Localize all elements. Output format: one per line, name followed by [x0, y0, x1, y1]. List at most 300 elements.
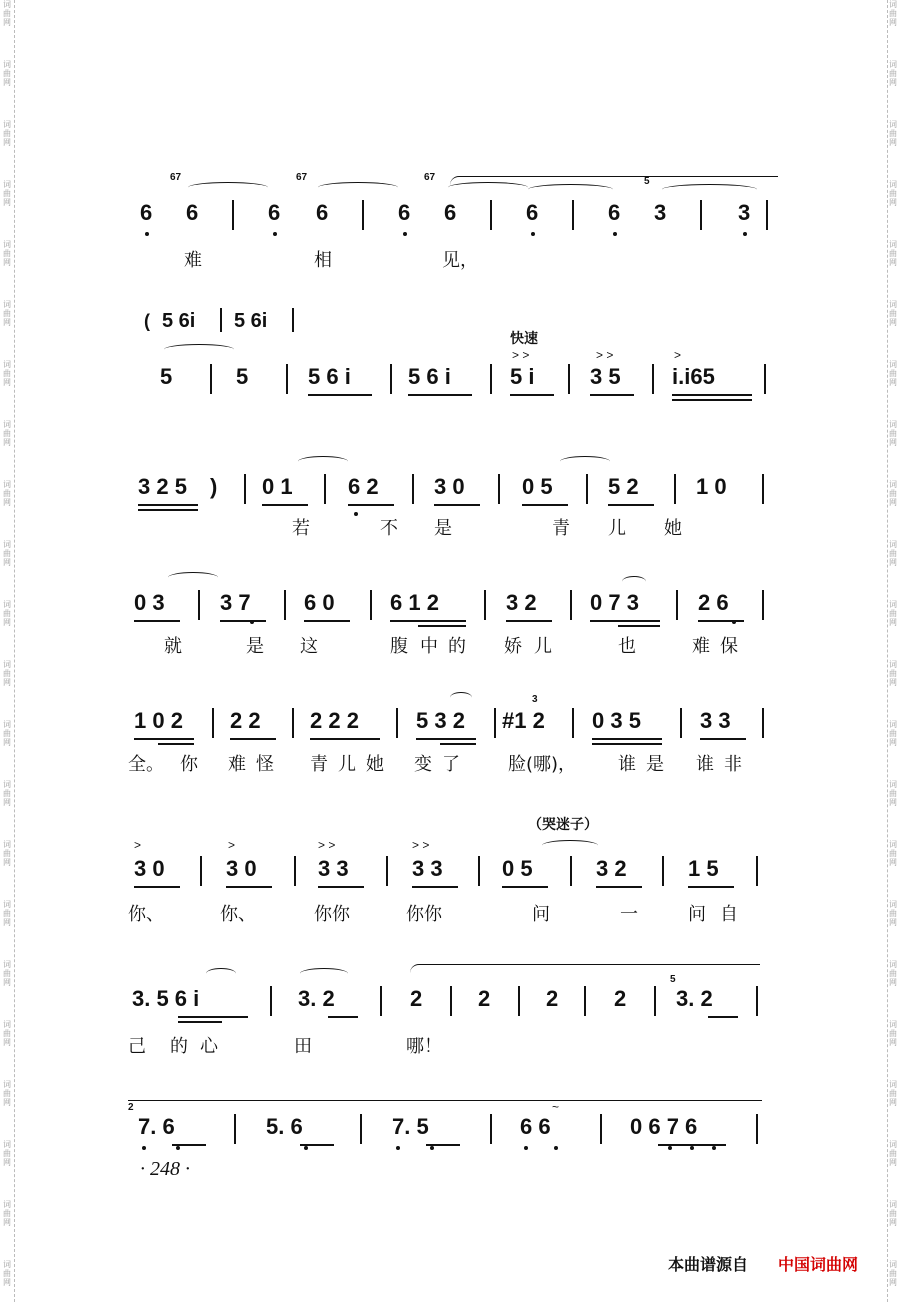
note: 2 — [546, 986, 559, 1011]
note-group: 3 2 — [596, 856, 627, 881]
underline — [348, 504, 394, 506]
underline — [608, 504, 654, 506]
barline — [198, 590, 200, 620]
margin-watermark: 词 曲 网 — [3, 240, 11, 267]
margin-watermark: 词 曲 网 — [3, 1260, 11, 1287]
note-group: 0 5 — [502, 856, 533, 881]
barline — [450, 986, 452, 1016]
lyric: 你 — [180, 754, 198, 775]
barline — [586, 474, 588, 504]
grace-note: 67 — [424, 172, 436, 183]
margin-watermark: 词 曲 网 — [889, 960, 897, 987]
note-group: 5 6 i — [408, 364, 451, 389]
margin-watermark: 词 曲 网 — [3, 1140, 11, 1167]
barline — [284, 590, 286, 620]
page-number: · 248 · — [140, 1158, 190, 1180]
low-octave-dot — [142, 1146, 146, 1150]
note: 3 — [738, 200, 751, 225]
barline — [584, 986, 586, 1016]
lyric: 娇 — [504, 636, 522, 657]
underline — [220, 620, 266, 622]
slur — [164, 344, 234, 355]
note: 2 — [410, 986, 423, 1011]
lyric: 难 — [184, 250, 202, 271]
note-group: 5 2 — [608, 474, 639, 499]
lyric: 是 — [246, 636, 264, 657]
footer-source-label: 本曲谱源自 — [668, 1255, 749, 1274]
slur — [300, 968, 348, 979]
barline — [654, 986, 656, 1016]
barline — [568, 364, 570, 394]
lyric: 儿 — [534, 636, 552, 657]
lyric: 她 — [664, 518, 682, 539]
underline — [178, 1021, 222, 1023]
note: 5 — [160, 364, 173, 389]
note-group: 1 5 — [688, 856, 719, 881]
margin-watermark: 词 曲 网 — [889, 1080, 897, 1107]
underline — [134, 886, 180, 888]
lyric: 怪 — [256, 754, 274, 775]
lyric: 自 — [720, 904, 738, 925]
underline — [522, 504, 568, 506]
margin-watermark: 词 曲 网 — [889, 1200, 897, 1227]
grace-note: 5 — [670, 974, 676, 985]
lyric: 问 — [688, 904, 706, 925]
margin-watermark: 词 曲 网 — [889, 1020, 897, 1047]
note-group: #1 2 — [502, 708, 545, 733]
barline — [490, 364, 492, 394]
lyric: 青 — [310, 754, 328, 775]
low-octave-dot — [743, 232, 747, 236]
underline — [698, 620, 744, 622]
bracket: ( — [144, 311, 150, 331]
accent-mark: > > — [512, 348, 530, 362]
margin-watermark: 词 曲 网 — [3, 0, 11, 27]
lyric: 脸(哪)， — [508, 754, 577, 775]
note: 6 — [186, 200, 199, 225]
low-octave-dot — [554, 1146, 558, 1150]
margin-watermark: 词 曲 网 — [3, 780, 11, 807]
underline — [304, 620, 350, 622]
margin-watermark: 词 曲 网 — [3, 540, 11, 567]
lyric: 儿 — [608, 518, 626, 539]
underline — [506, 620, 552, 622]
underline — [408, 394, 472, 396]
underline — [596, 886, 642, 888]
note-group: 0 7 3 — [590, 590, 639, 615]
note: 2 — [478, 986, 491, 1011]
note-group: 0 5 — [522, 474, 553, 499]
note: 6 — [398, 200, 411, 225]
barline — [386, 856, 388, 886]
note-group: 3 2 5 — [138, 474, 187, 499]
footer-site-name[interactable]: 中国词曲网 — [778, 1255, 859, 1274]
lyric: 心 — [200, 1036, 218, 1057]
note-group: 0 6 7 6 — [630, 1114, 698, 1139]
margin-watermark: 词 曲 网 — [3, 660, 11, 687]
barline — [572, 200, 574, 230]
underline — [138, 504, 198, 506]
margin-watermark: 词 曲 网 — [889, 1140, 897, 1167]
barline — [360, 1114, 362, 1144]
note: 6 — [608, 200, 621, 225]
barline — [292, 708, 294, 738]
note-group: 5 6i — [234, 310, 268, 332]
lyric: 若 — [292, 518, 310, 539]
underline — [700, 738, 746, 740]
note-group: 6 0 — [304, 590, 335, 615]
margin-watermark: 词 曲 网 — [889, 480, 897, 507]
barline — [200, 856, 202, 886]
low-octave-dot — [396, 1146, 400, 1150]
lyric: 的 — [448, 636, 466, 657]
barline — [700, 200, 702, 230]
lyric: 谁 — [696, 754, 714, 775]
barline — [680, 708, 682, 738]
barline — [498, 474, 500, 504]
note-group: 3. 2 — [298, 986, 335, 1011]
margin-watermark: 词 曲 网 — [889, 180, 897, 207]
margin-watermark: 词 曲 网 — [3, 180, 11, 207]
lyric: 保 — [720, 636, 738, 657]
barline — [652, 364, 654, 394]
note-group: 2 6 — [698, 590, 729, 615]
margin-watermark: 词 曲 网 — [3, 840, 11, 867]
note-group: 3 3 — [412, 856, 443, 881]
underline — [134, 738, 194, 740]
lyric: 儿 — [338, 754, 356, 775]
barline — [244, 474, 246, 504]
barline — [220, 308, 222, 332]
underline — [412, 886, 458, 888]
lyric: 了 — [442, 754, 460, 775]
margin-watermark: 词 曲 网 — [3, 960, 11, 987]
barline — [600, 1114, 602, 1144]
accent-mark: > > — [412, 838, 430, 852]
barline — [286, 364, 288, 394]
underline — [592, 743, 662, 745]
slur — [662, 184, 757, 195]
accent-mark: > — [674, 348, 682, 362]
low-octave-dot — [354, 512, 358, 516]
margin-watermark: 词 曲 网 — [3, 420, 11, 447]
note-group: 3 0 — [134, 856, 165, 881]
barline — [484, 590, 486, 620]
slur — [298, 456, 348, 467]
note-group: 5 i — [510, 364, 535, 389]
lyric: 难 — [228, 754, 246, 775]
barline — [762, 474, 764, 504]
underline — [178, 1016, 248, 1018]
underline — [440, 743, 476, 745]
underline — [328, 1016, 358, 1018]
underline — [618, 625, 660, 627]
underline — [510, 394, 554, 396]
underline — [416, 738, 476, 740]
note: 6 — [316, 200, 329, 225]
barline — [370, 590, 372, 620]
barline — [210, 364, 212, 394]
barline — [212, 708, 214, 738]
margin-watermark: 词 曲 网 — [889, 600, 897, 627]
lyric: 非 — [724, 754, 742, 775]
lyric: 见， — [442, 250, 478, 271]
note-group: 6 1 2 — [390, 590, 439, 615]
margin-watermark: 词 曲 网 — [3, 1020, 11, 1047]
lyric: 也 — [618, 636, 636, 657]
underline — [592, 738, 662, 740]
accent-mark: > > — [596, 348, 614, 362]
underline — [390, 620, 466, 622]
lyric: 谁 — [618, 754, 636, 775]
underline — [590, 394, 634, 396]
low-octave-dot — [304, 1146, 308, 1150]
grace-note: 5 — [644, 176, 650, 187]
lyric: 问 — [532, 904, 550, 925]
margin-watermark: 词 曲 网 — [889, 780, 897, 807]
margin-watermark: 词 曲 网 — [889, 840, 897, 867]
margin-watermark: 词 曲 网 — [3, 60, 11, 87]
note-group: 1 0 — [696, 474, 727, 499]
note-group: 2 2 2 — [310, 708, 359, 733]
barline — [234, 1114, 236, 1144]
underline — [502, 886, 548, 888]
barline — [572, 708, 574, 738]
margin-watermark: 词 曲 网 — [889, 0, 897, 27]
lyric: 相 — [314, 250, 332, 271]
barline — [756, 1114, 758, 1144]
underline — [672, 394, 752, 396]
lyric: 是 — [434, 518, 452, 539]
section-label: （哭迷子） — [528, 817, 598, 833]
margin-watermark: 词 曲 网 — [889, 360, 897, 387]
low-octave-dot — [690, 1146, 694, 1150]
barline — [232, 200, 234, 230]
accent-mark: > — [134, 838, 142, 852]
low-octave-dot — [732, 620, 736, 624]
long-tie — [410, 964, 760, 973]
note: 6 — [140, 200, 153, 225]
barline — [674, 474, 676, 504]
lyric: 青 — [552, 518, 570, 539]
lyric: 腹 — [390, 636, 408, 657]
slur — [450, 692, 472, 703]
barline — [762, 590, 764, 620]
low-octave-dot — [176, 1146, 180, 1150]
barline — [362, 200, 364, 230]
note: 5 — [236, 364, 249, 389]
margin-watermark: 词 曲 网 — [3, 1200, 11, 1227]
note: 2 — [614, 986, 627, 1011]
note: 6 — [444, 200, 457, 225]
note-group: 3 3 — [318, 856, 349, 881]
underline — [134, 620, 180, 622]
note-group: 2 2 — [230, 708, 261, 733]
underline — [308, 394, 372, 396]
margin-watermark: 词 曲 网 — [889, 720, 897, 747]
slur — [528, 184, 613, 195]
margin-watermark: 词 曲 网 — [889, 420, 897, 447]
barline — [570, 590, 572, 620]
low-octave-dot — [712, 1146, 716, 1150]
margin-watermark: 词 曲 网 — [3, 120, 11, 147]
lyric: 她 — [366, 754, 384, 775]
grace-note: 67 — [296, 172, 308, 183]
barline — [292, 308, 294, 332]
slur — [168, 572, 218, 583]
slur — [560, 456, 610, 467]
note-group: 5 6 i — [308, 364, 351, 389]
underline — [434, 504, 480, 506]
underline — [158, 743, 194, 745]
note-group: 5 6i — [162, 310, 196, 332]
note-group: i.i65 — [672, 364, 715, 389]
slur — [206, 968, 236, 979]
barline — [324, 474, 326, 504]
accent-mark: > — [228, 838, 236, 852]
low-octave-dot — [613, 232, 617, 236]
barline — [494, 708, 496, 738]
lyric: 难 — [692, 636, 710, 657]
barline — [676, 590, 678, 620]
note-group: 3. 2 — [676, 986, 713, 1011]
underline — [310, 738, 380, 740]
lyric: 是 — [646, 754, 664, 775]
barline — [412, 474, 414, 504]
grace-note: 3 — [532, 694, 538, 705]
note-group: 3 3 — [700, 708, 731, 733]
note-group: 0 3 — [134, 590, 165, 615]
lyric: 变 — [414, 754, 432, 775]
low-octave-dot — [145, 232, 149, 236]
margin-watermark: 词 曲 网 — [889, 300, 897, 327]
low-octave-dot — [668, 1146, 672, 1150]
note-group: 0 1 — [262, 474, 293, 499]
note: 6 — [268, 200, 281, 225]
margin-watermark: 词 曲 网 — [889, 60, 897, 87]
lyric: 不 — [380, 518, 398, 539]
note-group: 3 2 — [506, 590, 537, 615]
lyric: 己 — [128, 1036, 146, 1057]
barline — [764, 364, 766, 394]
tempo-mark: 快速 — [510, 331, 538, 347]
underline — [688, 886, 734, 888]
margin-watermark: 词 曲 网 — [889, 900, 897, 927]
low-octave-dot — [531, 232, 535, 236]
underline — [230, 738, 276, 740]
barline — [478, 856, 480, 886]
barline — [662, 856, 664, 886]
margin-watermark: 词 曲 网 — [3, 600, 11, 627]
note-group: 7. 6 — [138, 1114, 175, 1139]
note-group: 7. 5 — [392, 1114, 429, 1139]
barline — [766, 200, 768, 230]
slur — [318, 182, 398, 193]
barline — [490, 200, 492, 230]
note-group: 6 2 — [348, 474, 379, 499]
barline — [756, 986, 758, 1016]
barline — [294, 856, 296, 886]
low-octave-dot — [524, 1146, 528, 1150]
grace-note: 67 — [170, 172, 182, 183]
barline — [570, 856, 572, 886]
low-octave-dot — [250, 620, 254, 624]
lyric: 中 — [420, 636, 438, 657]
margin-watermark: 词 曲 网 — [3, 900, 11, 927]
note: 3 — [654, 200, 667, 225]
margin-watermark: 词 曲 网 — [889, 1260, 897, 1287]
lyric: 你你 — [314, 904, 350, 925]
margin-watermark: 词 曲 网 — [889, 660, 897, 687]
note-group: 3 0 — [226, 856, 257, 881]
underline — [418, 625, 466, 627]
underline — [672, 399, 752, 401]
lyric: 全。 — [128, 754, 164, 775]
note-group: 0 3 5 — [592, 708, 641, 733]
note-group: 5 3 2 — [416, 708, 465, 733]
low-octave-dot — [430, 1146, 434, 1150]
slur — [188, 182, 268, 193]
low-octave-dot — [273, 232, 277, 236]
accent-mark: > > — [318, 838, 336, 852]
slur — [542, 840, 598, 851]
lyric: 你、 — [128, 904, 164, 925]
lyric: 哪！ — [406, 1036, 442, 1057]
note-group: 1 0 2 — [134, 708, 183, 733]
barline — [518, 986, 520, 1016]
margin-watermark: 词 曲 网 — [3, 480, 11, 507]
underline — [708, 1016, 738, 1018]
underline — [138, 509, 198, 511]
margin-watermark: 词 曲 网 — [889, 120, 897, 147]
low-octave-dot — [403, 232, 407, 236]
lyric: 的 — [170, 1036, 188, 1057]
barline — [390, 364, 392, 394]
underline — [262, 504, 308, 506]
barline — [490, 1114, 492, 1144]
underline — [226, 886, 272, 888]
margin-watermark: 词 曲 网 — [3, 1080, 11, 1107]
grace-note: 2 — [128, 1102, 134, 1113]
note-group: 3 0 — [434, 474, 465, 499]
note-group: 6 6 — [520, 1114, 551, 1139]
margin-watermark: 词 曲 网 — [3, 360, 11, 387]
lyric: 你、 — [220, 904, 256, 925]
lyric: 田 — [294, 1036, 312, 1057]
lyric: 就 — [164, 636, 182, 657]
underline — [318, 886, 364, 888]
lyric: 一 — [620, 904, 638, 925]
note-group: 3 7 — [220, 590, 251, 615]
barline — [762, 708, 764, 738]
margin-watermark: 词 曲 网 — [889, 240, 897, 267]
barline — [756, 856, 758, 886]
trill-mark: ~ — [552, 1100, 560, 1114]
margin-watermark: 词 曲 网 — [3, 300, 11, 327]
lyric: 这 — [300, 636, 318, 657]
margin-watermark: 词 曲 网 — [889, 540, 897, 567]
underline — [590, 620, 660, 622]
bracket: ) — [210, 474, 218, 499]
note-group: 3. 5 6 i — [132, 986, 200, 1011]
barline — [396, 708, 398, 738]
slur — [622, 576, 646, 587]
margin-watermark: 词 曲 网 — [3, 720, 11, 747]
note-group: 3 5 — [590, 364, 621, 389]
note: 6 — [526, 200, 539, 225]
note-group: 5. 6 — [266, 1114, 303, 1139]
long-tie — [128, 1100, 762, 1109]
